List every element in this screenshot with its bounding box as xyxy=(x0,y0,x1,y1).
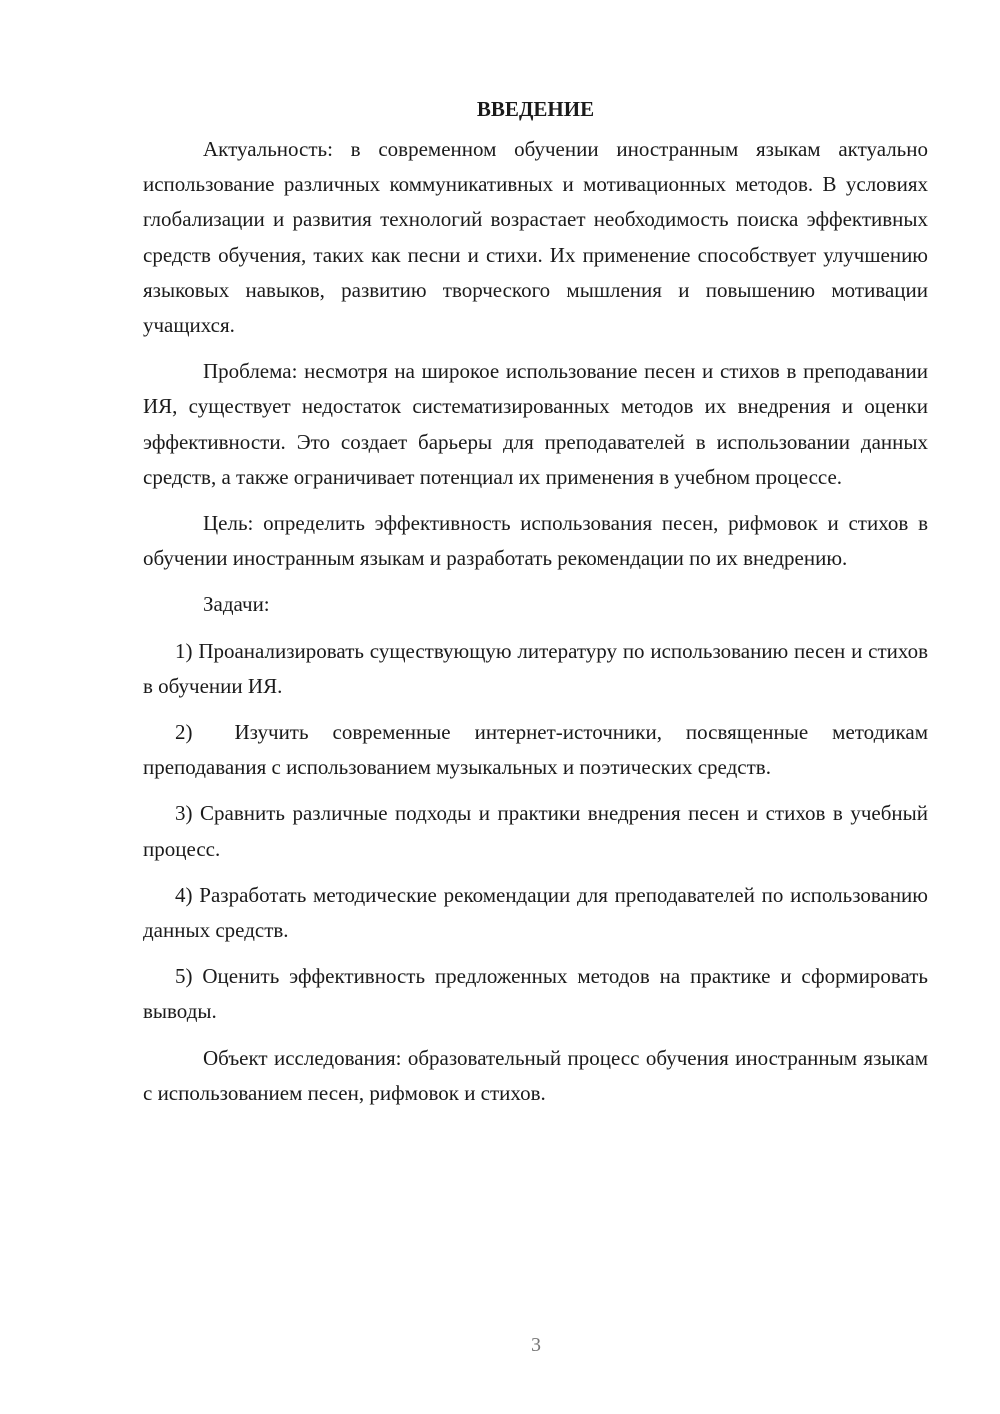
task-number: 1) xyxy=(175,638,193,663)
page-number: 3 xyxy=(531,1334,541,1356)
task-item-2 xyxy=(143,715,928,785)
task-item-5 xyxy=(143,959,928,1029)
relevance-paragraph: Актуальность: в современном обучении иностранным языкам актуально использование различных коммуникативных и мотивационных методов. В условиях глобализации и развития технологий возрастает необходимость поиска эффективных средств обучения, таких как песни и стихи. Их применение способствует улучшению языковых навыков, развитию творческого мышления и повышению мотивации учащихся. xyxy=(143,137,928,338)
task-number: 2) xyxy=(175,720,193,745)
task-text: Изучить современные интернет-источники, посвященные методикам преподавания с использованием музыкальных и поэтических средств. xyxy=(143,720,928,780)
task-item-3 xyxy=(143,796,928,866)
task-number: 4) xyxy=(175,882,193,907)
task-text: Сравнить различные подходы и практики внедрения песен и стихов в учебный процесс. xyxy=(143,801,928,861)
task-text: Разработать методические рекомендации для преподавателей по использованию данных средств. xyxy=(143,882,928,943)
task-item-1 xyxy=(143,634,928,704)
page-title: ВВЕДЕНИЕ xyxy=(476,97,595,121)
goal-paragraph: Цель: определить эффективность использования песен, рифмовок и стихов в обучении иностранным языкам и разработать рекомендации по их внедрению. xyxy=(143,511,928,571)
task-text: Оценить эффективность предложенных методов на практике и сформировать выводы. xyxy=(143,964,929,1024)
problem-paragraph: Проблема: несмотря на широкое использование песен и стихов в преподавании ИЯ, существует недостаток систематизированных методов их внедрения и оценки эффективности. Это создает барьеры для преподавателей в использовании данных средств, а также ограничивает потенциал их применения в учебном процессе. xyxy=(143,359,928,489)
task-text: Проанализировать существующую литературу по использованию песен и стихов в обучении ИЯ. xyxy=(143,638,928,698)
task-number: 3) xyxy=(175,801,193,826)
document-page xyxy=(143,92,928,1122)
object-paragraph: Объект исследования: образовательный процесс обучения иностранным языкам с использованием песен, рифмовок и стихов. xyxy=(143,1045,928,1105)
task-number: 5) xyxy=(175,964,193,989)
tasks-label: Задачи: xyxy=(203,592,270,617)
task-item-4 xyxy=(143,878,928,948)
